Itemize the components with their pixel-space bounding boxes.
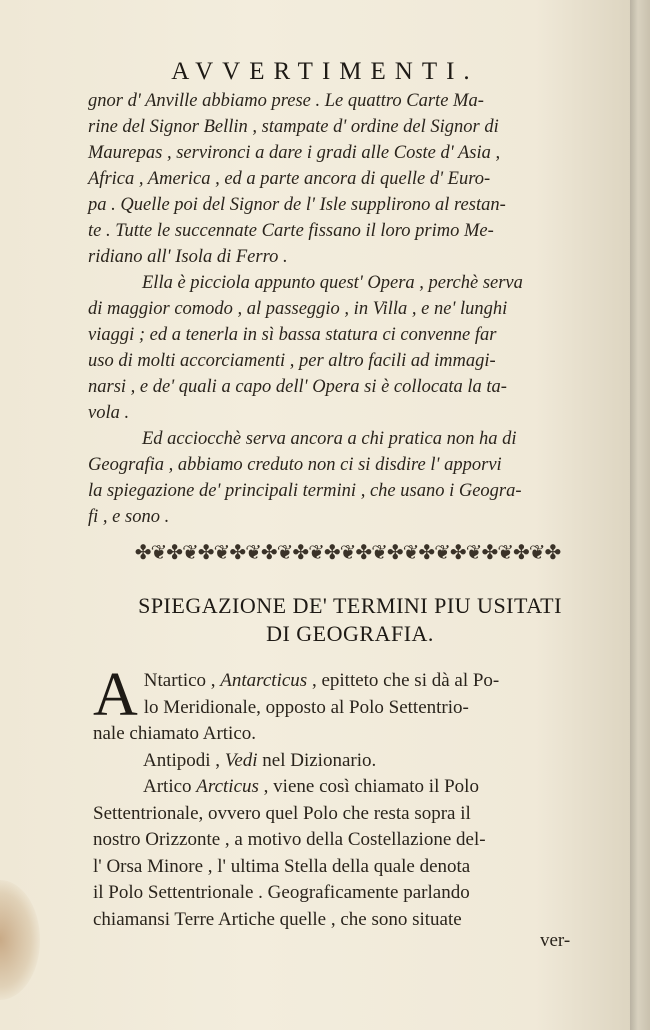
- notice-paragraph-2: [88, 270, 608, 426]
- text-line: rine del Signor Bellin , stampate d' ordine del Signor di: [88, 117, 499, 137]
- text-line: ridiano all' Isola di Ferro .: [88, 247, 288, 267]
- entry-antartico: [93, 661, 613, 748]
- notice-text: [88, 88, 608, 530]
- text-line: Geografia , abbiamo creduto non ci si disdire l' apporvi: [88, 455, 502, 475]
- section-title-line-1: SPIEGAZIONE DE' TERMINI PIU USITATI: [138, 593, 562, 618]
- cross-reference: Vedi: [224, 749, 258, 771]
- text-line: Ella è picciola appunto quest' Opera , perchè serva: [142, 273, 523, 293]
- notice-paragraph-3: [88, 426, 608, 530]
- text-line: gnor d' Anville abbiamo prese . Le quattro Carte Ma-: [88, 91, 484, 111]
- text-line: lo Meridionale, opposto al Polo Settentrio-: [143, 696, 469, 718]
- entry-head: Ntartico ,: [143, 670, 221, 691]
- entry-head: Antipodi ,: [143, 749, 225, 771]
- text-line: Africa , America , ed a parte ancora di quelle d' Euro-: [88, 169, 491, 189]
- section-title-line-2: DI GEOGRAFIA.: [266, 621, 434, 646]
- text-line: [93, 748, 613, 775]
- latin-term: Antarcticus: [220, 670, 308, 691]
- glossary-entries: [93, 661, 613, 933]
- entry-text: , viene così chiamato il Polo: [258, 776, 479, 797]
- text-line: fi , e sono .: [88, 507, 170, 527]
- entry-artico: [93, 774, 613, 933]
- text-line: la spiegazione de' principali termini , che usano i Geogra-: [88, 481, 522, 501]
- text-line: nostro Orizzonte , a motivo della Costellazione del-: [93, 829, 486, 850]
- text-line: Ed acciocchè serva ancora a chi pratica non ha di: [142, 429, 517, 449]
- text-line: nale chiamato Artico.: [93, 723, 257, 744]
- section-title: [80, 592, 620, 648]
- text-line: chiamansi Terre Artiche quelle , che sono situate: [93, 908, 462, 930]
- text-line: narsi , e de' quali a capo dell' Opera si è collocata la ta-: [88, 377, 507, 397]
- running-header: AVVERTIMENTI.: [171, 58, 479, 85]
- text-line: il Polo Settentrionale . Geograficamente parlando: [93, 882, 470, 903]
- text-line: l' Orsa Minore , l' ultima Stella della quale denota: [93, 855, 471, 877]
- text-line: [93, 774, 613, 801]
- text-line: te . Tutte le succennate Carte fissano il loro primo Me-: [88, 221, 494, 241]
- text-line: di maggior comodo , al passeggio , in Villa , e ne' lunghi: [88, 299, 508, 319]
- text-line: Settentrionale, ovvero quel Polo che resta sopra il: [93, 802, 471, 824]
- decorative-divider: ✤❦✤❦✤❦✤❦✤❦✤❦✤❦✤❦✤❦✤❦✤❦✤❦✤❦✤: [134, 540, 561, 564]
- entry-antipodi: [93, 748, 613, 775]
- text-line: vola .: [88, 403, 130, 423]
- text-line: uso di molti accorciamenti , per altro facili ad immagi-: [88, 351, 496, 371]
- text-line: [93, 668, 613, 695]
- entry-text: , epitteto che si dà al Po-: [307, 670, 500, 691]
- notice-paragraph-1: [88, 88, 608, 270]
- catchword: ver-: [540, 930, 571, 951]
- drop-cap: A: [93, 661, 138, 729]
- entry-text: nel Dizionario.: [257, 749, 377, 771]
- entry-head: Artico: [143, 776, 197, 797]
- text-line: viaggi ; ed a tenerla in sì bassa statura ci convenne far: [88, 325, 497, 345]
- latin-term: Arcticus: [196, 776, 259, 797]
- text-line: pa . Quelle poi del Signor de l' Isle supplirono al restan-: [88, 195, 506, 215]
- page-edge: [630, 0, 650, 1030]
- text-line: Maurepas , servironci a dare i gradi alle Coste d' Asia ,: [88, 143, 501, 163]
